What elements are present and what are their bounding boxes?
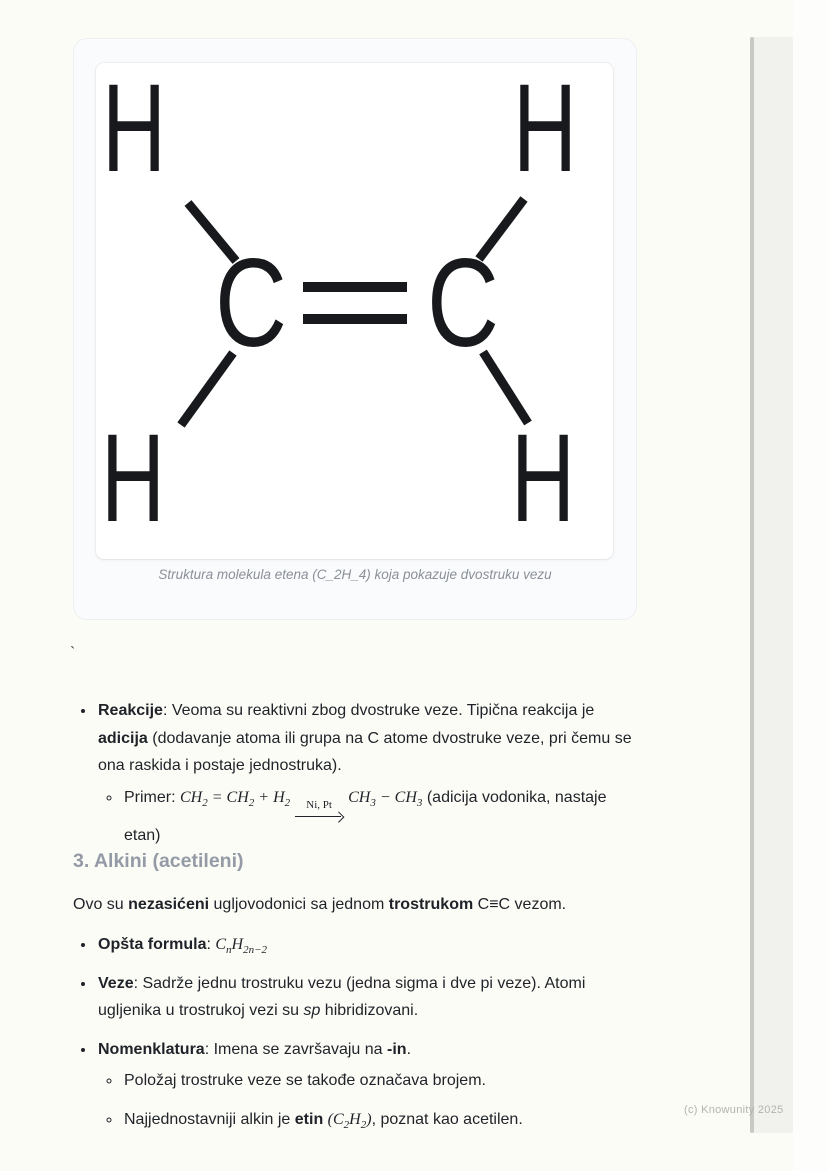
- list-item-opsta-formula: [96, 931, 647, 959]
- polozaj-text: Položaj trostruke veze se takođe označava brojem.: [124, 1072, 486, 1089]
- ethene-structure-diagram: [96, 63, 613, 559]
- list-item-etin: [122, 1106, 647, 1134]
- sublist-primer: [98, 784, 647, 850]
- section-alkini-list: [73, 931, 647, 1144]
- bullet-list-reakcije: [73, 697, 647, 849]
- atom-c-right: C: [427, 234, 499, 373]
- reakcije-text: Reakcije: Veoma su reaktivni zbog dvostruke veze. Tipična reakcija je adicija (dodavanje atoma ili grupa na C atome dvostruke veze, pri čemu se ona raskida i postaje jednostruka).: [98, 702, 632, 774]
- list-item-primer: [122, 784, 647, 850]
- right-margin: [793, 0, 828, 1171]
- atom-h-bottom-left: H: [101, 409, 165, 548]
- primer-formula-text: Primer: $CH_2 = CH_2 + H_2$ Ni, Pt $CH_3 - CH_3$ (adicija vodonika, nastaje etan): [124, 788, 607, 844]
- list-item-nomenklatura: [96, 1036, 647, 1134]
- atom-c-left: C: [215, 234, 287, 373]
- intro-paragraph: Ovo su nezasićeni ugljovodonici sa jednom trostrukom C≡C vezom.: [73, 896, 567, 913]
- figure-card: [73, 38, 637, 620]
- copyright-watermark: (c) Knowunity 2025: [684, 1104, 784, 1116]
- section-heading-alkini: 3. Alkini (acetileni): [73, 850, 244, 872]
- veze-text: Veze: Sadrže jednu trostruku vezu (jedna sigma i dve pi veze). Atomi ugljenika u trostrukoj vezi su sp hibridizovani.: [98, 974, 586, 1019]
- list-item-polozaj: [122, 1067, 647, 1095]
- list-item-veze: [96, 970, 647, 1025]
- scrollbar-track[interactable]: [750, 37, 793, 1133]
- list-item-reakcije: [96, 697, 647, 849]
- sublist-nomenklatura: [98, 1067, 647, 1133]
- atom-h-top-right: H: [513, 63, 577, 198]
- bullet-list-alkini: [73, 931, 647, 1133]
- atom-h-bottom-right: H: [511, 409, 575, 548]
- opsta-formula-text: Opšta formula: $C_nH_{2n-2}$: [98, 936, 268, 957]
- scrollbar-thumb[interactable]: [750, 37, 754, 1133]
- figure-caption: Struktura molekula etena (C_2H_4) koja pokazuje dvostruku vezu: [158, 567, 552, 582]
- atoms: [101, 63, 577, 548]
- section-alkeni-reakcije: [73, 697, 647, 860]
- double-bond: [303, 282, 407, 324]
- atom-h-top-left: H: [102, 63, 166, 198]
- nomenklatura-text: Nomenklatura: Imena se završavaju na -in.: [98, 1040, 412, 1058]
- etin-text: Najjednostavniji alkin je etin $(C_2H_2)$, poznat kao acetilen.: [124, 1110, 523, 1131]
- stray-backtick: `: [70, 645, 76, 662]
- molecule-image: [96, 63, 613, 559]
